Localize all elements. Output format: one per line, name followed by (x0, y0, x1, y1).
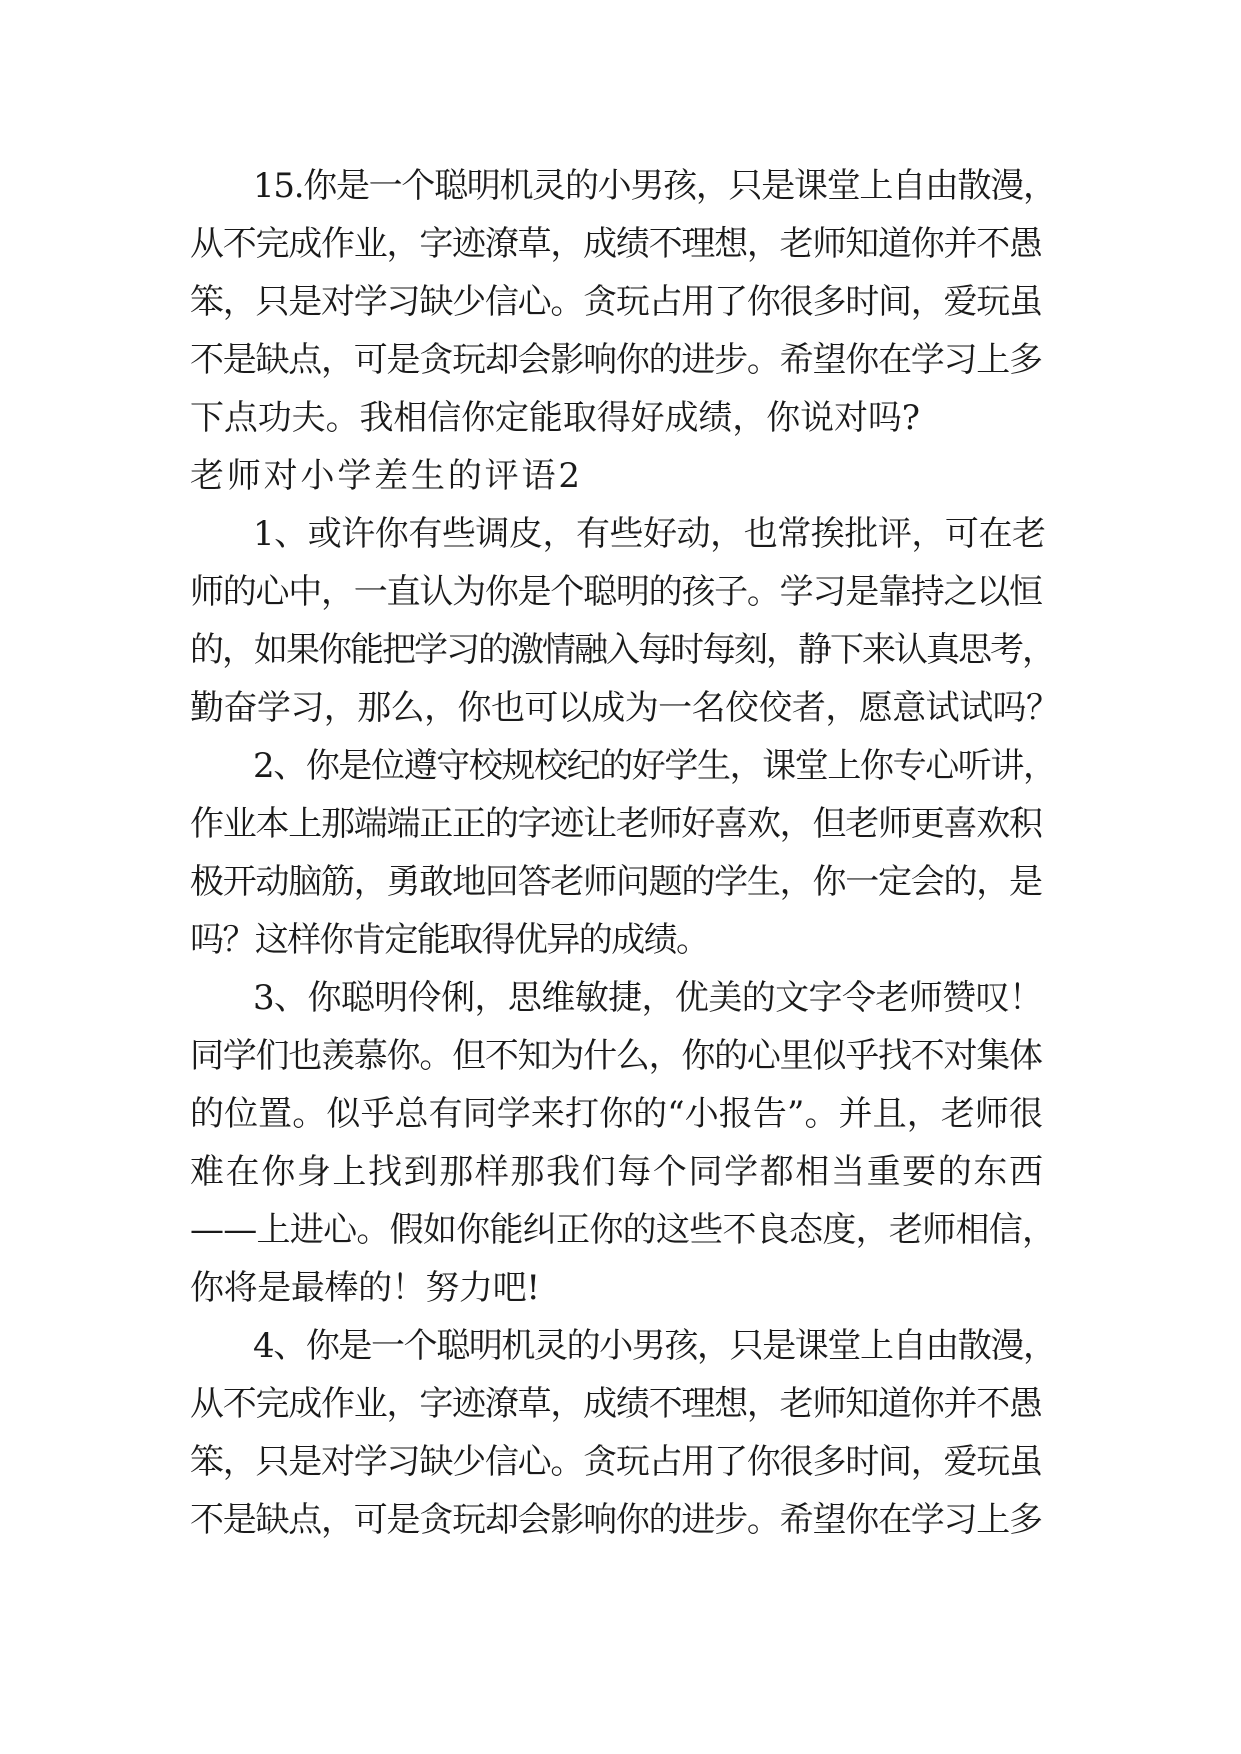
paragraph-3-line-5: ——上进心。假如你能纠正你的这些不良态度，老师相信， (190, 1210, 1056, 1250)
paragraph-4-line-3: 笨，只是对学习缺少信心。贪玩占用了你很多时间，爱玩虽 (190, 1442, 1042, 1482)
paragraph-1-line-1: 1、或许你有些调皮，有些好动，也常挨批评，可在老 (253, 514, 1046, 554)
paragraph-15-line-1: 15.你是一个聪明机灵的小男孩，只是课堂上自由散漫， (253, 166, 1056, 206)
paragraph-1-line-4: 勤奋学习，那么，你也可以成为一名佼佼者，愿意试试吗？ (190, 688, 1060, 728)
paragraph-15-line-4: 不是缺点，可是贪玩却会影响你的进步。希望你在学习上多 (190, 340, 1042, 380)
paragraph-15-line-3: 笨，只是对学习缺少信心。贪玩占用了你很多时间，爱玩虽 (190, 282, 1042, 322)
section-heading: 老师对小学差生的评语2 (190, 456, 583, 496)
paragraph-3-line-1: 3、你聪明伶俐，思维敏捷，优美的文字令老师赞叹！ (253, 978, 1043, 1018)
paragraph-4-line-2: 从不完成作业，字迹潦草，成绩不理想，老师知道你并不愚 (190, 1384, 1042, 1424)
paragraph-1-line-3: 的，如果你能把学习的激情融入每时每刻，静下来认真思考， (190, 630, 1054, 670)
paragraph-1-line-2: 师的心中，一直认为你是个聪明的孩子。学习是靠持之以恒 (190, 572, 1042, 612)
paragraph-4-line-1: 4、你是一个聪明机灵的小男孩，只是课堂上自由散漫， (253, 1326, 1056, 1366)
paragraph-2-line-1: 2、你是位遵守校规校纪的好学生，课堂上你专心听讲， (253, 746, 1056, 786)
paragraph-15-line-2: 从不完成作业，字迹潦草，成绩不理想，老师知道你并不愚 (190, 224, 1042, 264)
paragraph-2-line-4: 吗？这样你肯定能取得优异的成绩。 (190, 920, 709, 960)
paragraph-4-line-4: 不是缺点，可是贪玩却会影响你的进步。希望你在学习上多 (190, 1500, 1042, 1540)
paragraph-3-line-2: 同学们也羡慕你。但不知为什么，你的心里似乎找不对集体 (190, 1036, 1042, 1076)
paragraph-2-line-3: 极开动脑筋，勇敢地回答老师问题的学生，你一定会的，是 (190, 862, 1042, 902)
paragraph-3-line-3: 的位置。似乎总有同学来打你的“小报告”。并且，老师很 (190, 1094, 1044, 1134)
paragraph-3-line-6: 你将是最棒的！努力吧! (190, 1268, 540, 1308)
paragraph-2-line-2: 作业本上那端端正正的字迹让老师好喜欢，但老师更喜欢积 (190, 804, 1042, 844)
paragraph-3-line-4: 难在你身上找到那样那我们每个同学都相当重要的东西 (190, 1152, 1045, 1192)
paragraph-15-line-5: 下点功夫。我相信你定能取得好成绩，你说对吗? (190, 398, 920, 438)
